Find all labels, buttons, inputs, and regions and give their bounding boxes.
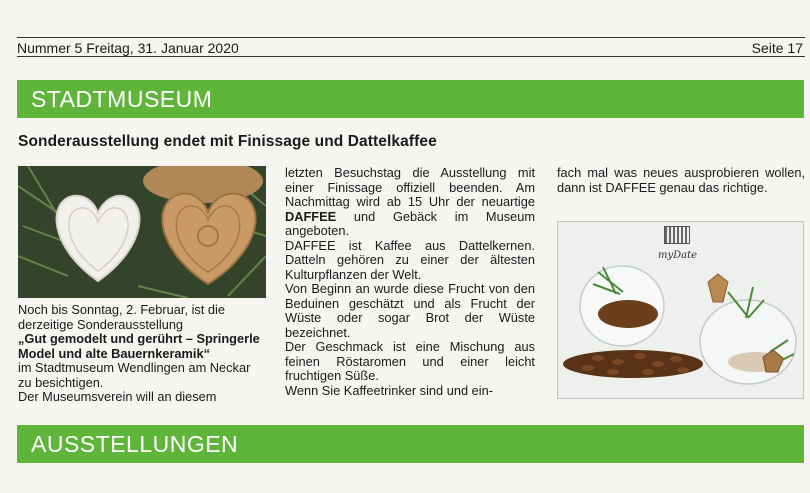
page-number: Seite 17 bbox=[751, 40, 803, 56]
page-header bbox=[17, 37, 805, 57]
column2-text-a: letzten Besuchstag die Ausstellung mit einer Finissage offiziell beenden. Am Nachmittag wird ab 15 Uhr der neuartige bbox=[285, 165, 535, 209]
column2-paragraph-4: Der Geschmack ist eine Mischung aus feinen Röstaromen und einer leicht fruchtigen Süße. bbox=[285, 339, 535, 383]
daffee-bold: DAFFEE bbox=[285, 208, 337, 224]
brand-name: myDate bbox=[658, 250, 698, 261]
column2-text-b: und Gebäck im Museum angeboten. bbox=[285, 208, 535, 238]
column1-intro: Noch bis Sonntag, 2. Februar, ist die derzeitige Sonderausstellung bbox=[18, 302, 225, 332]
column3-paragraph-1: fach mal was neues ausprobieren wollen, dann ist DAFFEE genau das richtige. bbox=[557, 165, 805, 195]
section-banner-stadtmuseum: STADTMUSEUM bbox=[17, 80, 804, 118]
article-column-2 bbox=[285, 166, 535, 398]
column2-paragraph-3: Von Beginn an wurde diese Frucht von den Beduinen geschätzt und als Frucht der Wüste oder sogar Brot der Wüste bezeichnet. bbox=[285, 281, 535, 340]
article-headline: Sonderausstellung endet mit Finissage und Dattelkaffee bbox=[18, 133, 437, 150]
issue-info: Nummer 5 Freitag, 31. Januar 2020 bbox=[17, 40, 239, 56]
column2-paragraph-5: Wenn Sie Kaffeetrinker sind und ein- bbox=[285, 382, 493, 398]
date-coffee-photo bbox=[557, 221, 804, 399]
article-column-1 bbox=[18, 303, 266, 405]
brand-logo-icon bbox=[664, 226, 690, 244]
exhibition-title: „Gut gemodelt und gerührt – Springerle Model und alte Bauernkeramik“ bbox=[18, 331, 260, 361]
column1-paragraph-2: Der Museumsverein will an diesem bbox=[18, 389, 217, 404]
springerle-photo bbox=[18, 166, 266, 298]
column2-paragraph-2: DAFFEE ist Kaffee aus Dattelkernen. Datteln gehören zu einer der ältesten Kulturpflanzen der Welt. bbox=[285, 237, 535, 282]
section-banner-ausstellungen: AUSSTELLUNGEN bbox=[17, 425, 804, 463]
article-column-3 bbox=[557, 166, 805, 195]
column1-location: im Stadtmuseum Wendlingen am Neckar zu besichtigen. bbox=[18, 360, 251, 390]
date-coffee-illustration bbox=[558, 222, 804, 399]
springerle-illustration bbox=[18, 166, 266, 298]
